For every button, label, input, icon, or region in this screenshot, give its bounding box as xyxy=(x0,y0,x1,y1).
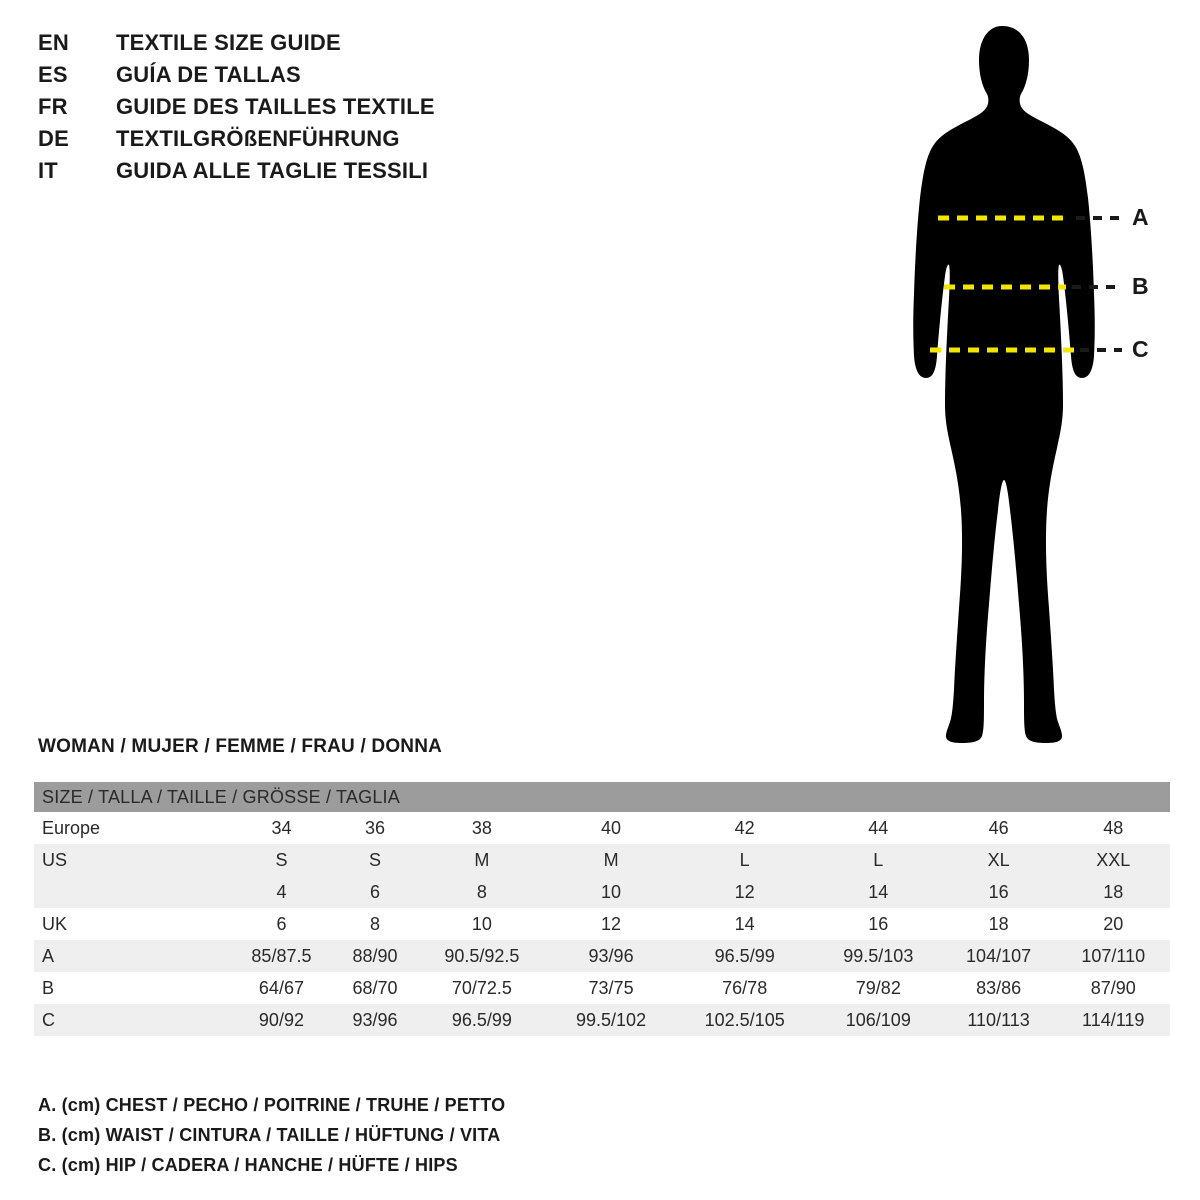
table-row xyxy=(34,876,1170,908)
title-lang-it: IT xyxy=(38,158,58,183)
table-row xyxy=(34,844,1170,876)
title-row-fr xyxy=(38,94,658,126)
cell: 4 xyxy=(228,876,335,908)
cell: 46 xyxy=(941,812,1057,844)
cell: 85/87.5 xyxy=(228,940,335,972)
title-row-it xyxy=(38,158,658,190)
footnote-a: A. (cm) CHEST / PECHO / POITRINE / TRUHE / PETTO xyxy=(38,1095,506,1115)
cell: 64/67 xyxy=(228,972,335,1004)
title-lang-fr: FR xyxy=(38,94,68,119)
size-table xyxy=(34,782,1170,1036)
cell: 6 xyxy=(228,908,335,940)
cell: 34 xyxy=(228,812,335,844)
row-label-europe: Europe xyxy=(34,812,228,844)
cell: 18 xyxy=(941,908,1057,940)
cell: 8 xyxy=(415,876,549,908)
cell: 20 xyxy=(1057,908,1171,940)
cell: 70/72.5 xyxy=(415,972,549,1004)
section-title-woman: WOMAN / MUJER / FEMME / FRAU / DONNA xyxy=(38,736,443,757)
title-text-de: TEXTILGRÖßENFÜHRUNG xyxy=(116,126,400,151)
cell: 36 xyxy=(335,812,415,844)
cell: L xyxy=(673,844,816,876)
table-row xyxy=(34,908,1170,940)
cell: 14 xyxy=(816,876,941,908)
row-label-us: US xyxy=(34,844,228,876)
cell: 68/70 xyxy=(335,972,415,1004)
title-text-en: TEXTILE SIZE GUIDE xyxy=(116,30,341,55)
cell: 12 xyxy=(549,908,674,940)
cell: 102.5/105 xyxy=(673,1004,816,1036)
cell: 107/110 xyxy=(1057,940,1171,972)
row-label-b: B xyxy=(34,972,228,1004)
table-row xyxy=(34,1004,1170,1036)
cell: 99.5/102 xyxy=(549,1004,674,1036)
cell: 83/86 xyxy=(941,972,1057,1004)
cell: XXL xyxy=(1057,844,1171,876)
cell: 44 xyxy=(816,812,941,844)
cell: 12 xyxy=(673,876,816,908)
cell: 90/92 xyxy=(228,1004,335,1036)
cell: 10 xyxy=(415,908,549,940)
cell: 96.5/99 xyxy=(673,940,816,972)
cell: 79/82 xyxy=(816,972,941,1004)
cell: 110/113 xyxy=(941,1004,1057,1036)
measure-label-b: B xyxy=(1132,273,1149,299)
cell: 76/78 xyxy=(673,972,816,1004)
title-text-fr: GUIDE DES TAILLES TEXTILE xyxy=(116,94,435,119)
measure-label-a: A xyxy=(1132,204,1149,230)
cell: 88/90 xyxy=(335,940,415,972)
table-header-row xyxy=(34,782,1170,812)
cell: XL xyxy=(941,844,1057,876)
body-figure xyxy=(860,18,1190,758)
cell: 106/109 xyxy=(816,1004,941,1036)
cell: 114/119 xyxy=(1057,1004,1171,1036)
cell: 104/107 xyxy=(941,940,1057,972)
cell: 42 xyxy=(673,812,816,844)
cell: S xyxy=(228,844,335,876)
table-row xyxy=(34,972,1170,1004)
title-block xyxy=(38,30,658,190)
cell: 6 xyxy=(335,876,415,908)
title-lang-en: EN xyxy=(38,30,69,55)
title-text-it: GUIDA ALLE TAGLIE TESSILI xyxy=(116,158,429,183)
title-row-de xyxy=(38,126,658,158)
row-label-uk: UK xyxy=(34,908,228,940)
cell: 38 xyxy=(415,812,549,844)
table-row xyxy=(34,812,1170,844)
cell: 90.5/92.5 xyxy=(415,940,549,972)
cell: M xyxy=(549,844,674,876)
table-header-label: SIZE / TALLA / TAILLE / GRÖSSE / TAGLIA xyxy=(34,782,1170,812)
cell: 18 xyxy=(1057,876,1171,908)
cell: M xyxy=(415,844,549,876)
cell: 93/96 xyxy=(549,940,674,972)
cell: 16 xyxy=(941,876,1057,908)
measure-label-c: C xyxy=(1132,336,1149,362)
female-silhouette-icon xyxy=(860,18,1190,758)
cell: 8 xyxy=(335,908,415,940)
footnotes xyxy=(38,1090,738,1180)
row-label-a: A xyxy=(34,940,228,972)
cell: 73/75 xyxy=(549,972,674,1004)
cell: 10 xyxy=(549,876,674,908)
cell: 40 xyxy=(549,812,674,844)
cell: S xyxy=(335,844,415,876)
cell: 16 xyxy=(816,908,941,940)
cell: 87/90 xyxy=(1057,972,1171,1004)
table-row xyxy=(34,940,1170,972)
title-lang-de: DE xyxy=(38,126,69,151)
title-lang-es: ES xyxy=(38,62,68,87)
cell: 93/96 xyxy=(335,1004,415,1036)
row-label-c: C xyxy=(34,1004,228,1036)
cell: 96.5/99 xyxy=(415,1004,549,1036)
footnote-c: C. (cm) HIP / CADERA / HANCHE / HÜFTE / HIPS xyxy=(38,1155,458,1175)
row-label-us-numeric xyxy=(34,876,228,908)
cell: 14 xyxy=(673,908,816,940)
cell: 99.5/103 xyxy=(816,940,941,972)
title-row-es xyxy=(38,62,658,94)
cell: 48 xyxy=(1057,812,1171,844)
title-row-en xyxy=(38,30,658,62)
title-text-es: GUÍA DE TALLAS xyxy=(116,62,301,87)
footnote-b: B. (cm) WAIST / CINTURA / TAILLE / HÜFTUNG / VITA xyxy=(38,1125,501,1145)
cell: L xyxy=(816,844,941,876)
